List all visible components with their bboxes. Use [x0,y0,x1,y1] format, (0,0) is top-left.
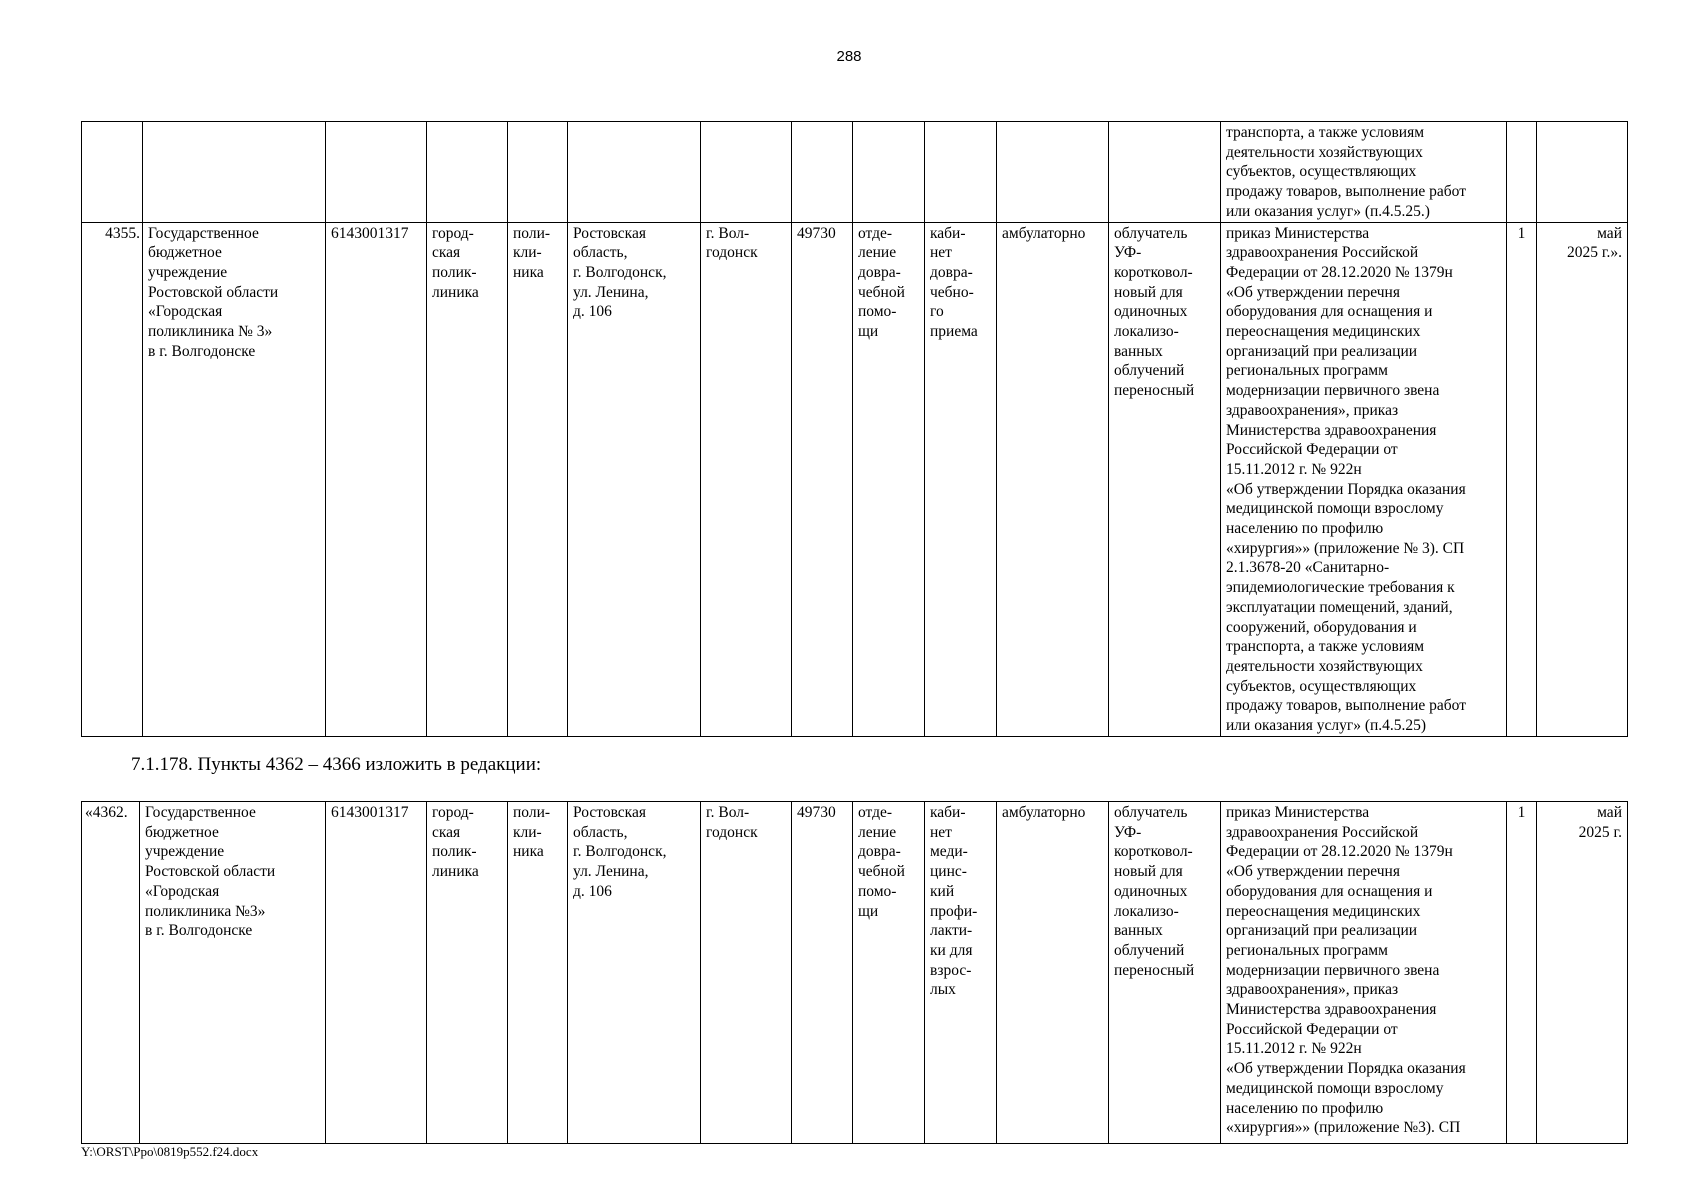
cell-address: Ростовская область, г. Волгодонск, ул. Ленина, д. 106 [568,222,701,736]
cell-unit-type [508,122,568,223]
cell-care-form: амбулаторно [997,802,1109,1144]
cell-number [82,122,143,223]
cell-basis: приказ Министерства здравоохранения Российской Федерации от 28.12.2020 № 1379н «Об утверждении перечня оборудования для оснащения и переоснащения медицинских организаций при реализации региональных программ модернизации первичного звена здравоохранения», приказ Министерства здравоохранения Российской Федерации от 15.11.2012 г. № 922н «Об утверждении Порядка оказания медицинской помощи взрослому населению по профилю «хирургия»» (приложение №3). СП [1221,802,1507,1144]
section-heading: 7.1.178. Пункты 4362 – 4366 изложить в редакции: [131,754,542,775]
cell-basis: приказ Министерства здравоохранения Российской Федерации от 28.12.2020 № 1379н «Об утверждении перечня оборудования для оснащения и переоснащения медицинских организаций при реализации региональных программ модернизации первичного звена здравоохранения», приказ Министерства здравоохранения Российской Федерации от 15.11.2012 г. № 922н «Об утверждении Порядка оказания медицинской помощи взрослому населению по профилю «хирургия»» (приложение № 3). СП 2.1.3678-20 «Санитарно- эпидемиологические требования к эксплуатации помещений, зданий, сооружений, оборудования и транспорта, а также условиям деятельности хозяйствующих субъектов, осуществляющих продажу товаров, выполнение работ или оказания услуг» (п.4.5.25) [1221,222,1507,736]
cell-address [568,122,701,223]
cell-date: май 2025 г.». [1537,222,1628,736]
cell-organization: Государственное бюджетное учреждение Ростовской области «Городская поликлиника № 3» в г. Волгодонске [143,222,326,736]
table-row-continuation [82,122,1628,223]
table-row-4362 [82,802,1628,1144]
cell-department [853,122,925,223]
cell-quantity: 1 [1507,222,1537,736]
cell-department: отде- ление довра- чебной помо- щи [853,802,925,1144]
cell-code: 49730 [792,222,853,736]
registry-table-new [81,801,1628,1144]
cell-organization: Государственное бюджетное учреждение Ростовской области «Городская поликлиника №3» в г. Волгодонске [140,802,326,1144]
cell-equipment: облучатель УФ- коротковол- новый для одиночных локализо- ванных облучений переносный [1109,222,1221,736]
cell-code: 49730 [792,802,853,1144]
cell-room [925,122,997,223]
cell-room: каби- нет довра- чебно- го приема [925,222,997,736]
cell-inn: 6143001317 [326,802,427,1144]
cell-equipment: облучатель УФ- коротковол- новый для одиночных локализо- ванных облучений переносный [1109,802,1221,1144]
page-number: 288 [836,48,862,65]
cell-care-form: амбулаторно [997,222,1109,736]
cell-org-type: город- ская полик- линика [427,802,508,1144]
cell-care-form [997,122,1109,223]
cell-date: май 2025 г. [1537,802,1628,1144]
cell-inn: 6143001317 [326,222,427,736]
cell-unit-type: поли- кли- ника [508,222,568,736]
cell-quantity [1507,122,1537,223]
cell-code [792,122,853,223]
cell-city: г. Вол- годонск [701,222,792,736]
cell-number: 4355. [82,222,143,736]
cell-department: отде- ление довра- чебной помо- щи [853,222,925,736]
cell-room: каби- нет меди- цинс- кий профи- лакти- ки для взрос- лых [925,802,997,1144]
cell-organization [143,122,326,223]
cell-quantity: 1 [1507,802,1537,1144]
cell-date [1537,122,1628,223]
cell-basis: транспорта, а также условиям деятельности хозяйствующих субъектов, осуществляющих продажу товаров, выполнение работ или оказания услуг» (п.4.5.25.) [1221,122,1507,223]
cell-equipment [1109,122,1221,223]
cell-unit-type: поли- кли- ника [508,802,568,1144]
cell-org-type [427,122,508,223]
cell-inn [326,122,427,223]
cell-address: Ростовская область, г. Волгодонск, ул. Ленина, д. 106 [568,802,701,1144]
footer-file-path: Y:\ORST\Ppo\0819p552.f24.docx [81,1144,259,1159]
registry-table-continued [81,121,1628,737]
table-row-4355 [82,222,1628,736]
cell-city: г. Вол- годонск [701,802,792,1144]
cell-org-type: город- ская полик- линика [427,222,508,736]
cell-city [701,122,792,223]
cell-number: «4362. [82,802,140,1144]
